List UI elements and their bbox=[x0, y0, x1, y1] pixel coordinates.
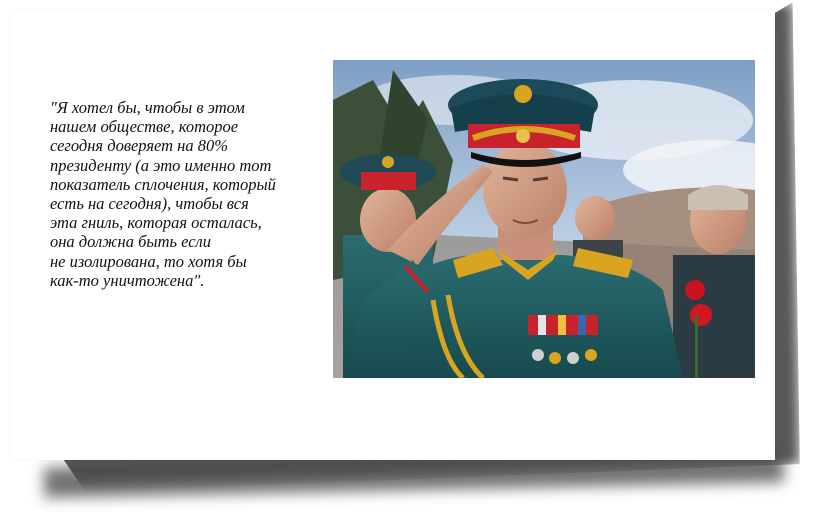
quote-line: нашем обществе, которое bbox=[50, 117, 239, 137]
quote-line: президенту (а это именно тот bbox=[50, 155, 272, 175]
quote-text bbox=[50, 98, 340, 290]
quote-line: есть на сегодня), чтобы вся bbox=[50, 194, 249, 214]
quote-line: она должна быть если bbox=[50, 232, 211, 252]
quote-line: показатель сплочения, который bbox=[50, 174, 276, 194]
officer-saluting-photo bbox=[333, 60, 755, 378]
quote-card bbox=[10, 10, 775, 460]
quote-line: эта гниль, которая осталась, bbox=[50, 213, 262, 233]
quote-line: "Я хотел бы, чтобы в этом bbox=[50, 98, 245, 117]
quote-line: не изолирована, то хотя бы bbox=[50, 251, 247, 271]
quote-line: сегодня доверяет на 80% bbox=[50, 136, 228, 156]
quote-line: как-то уничтожена". bbox=[50, 270, 205, 290]
